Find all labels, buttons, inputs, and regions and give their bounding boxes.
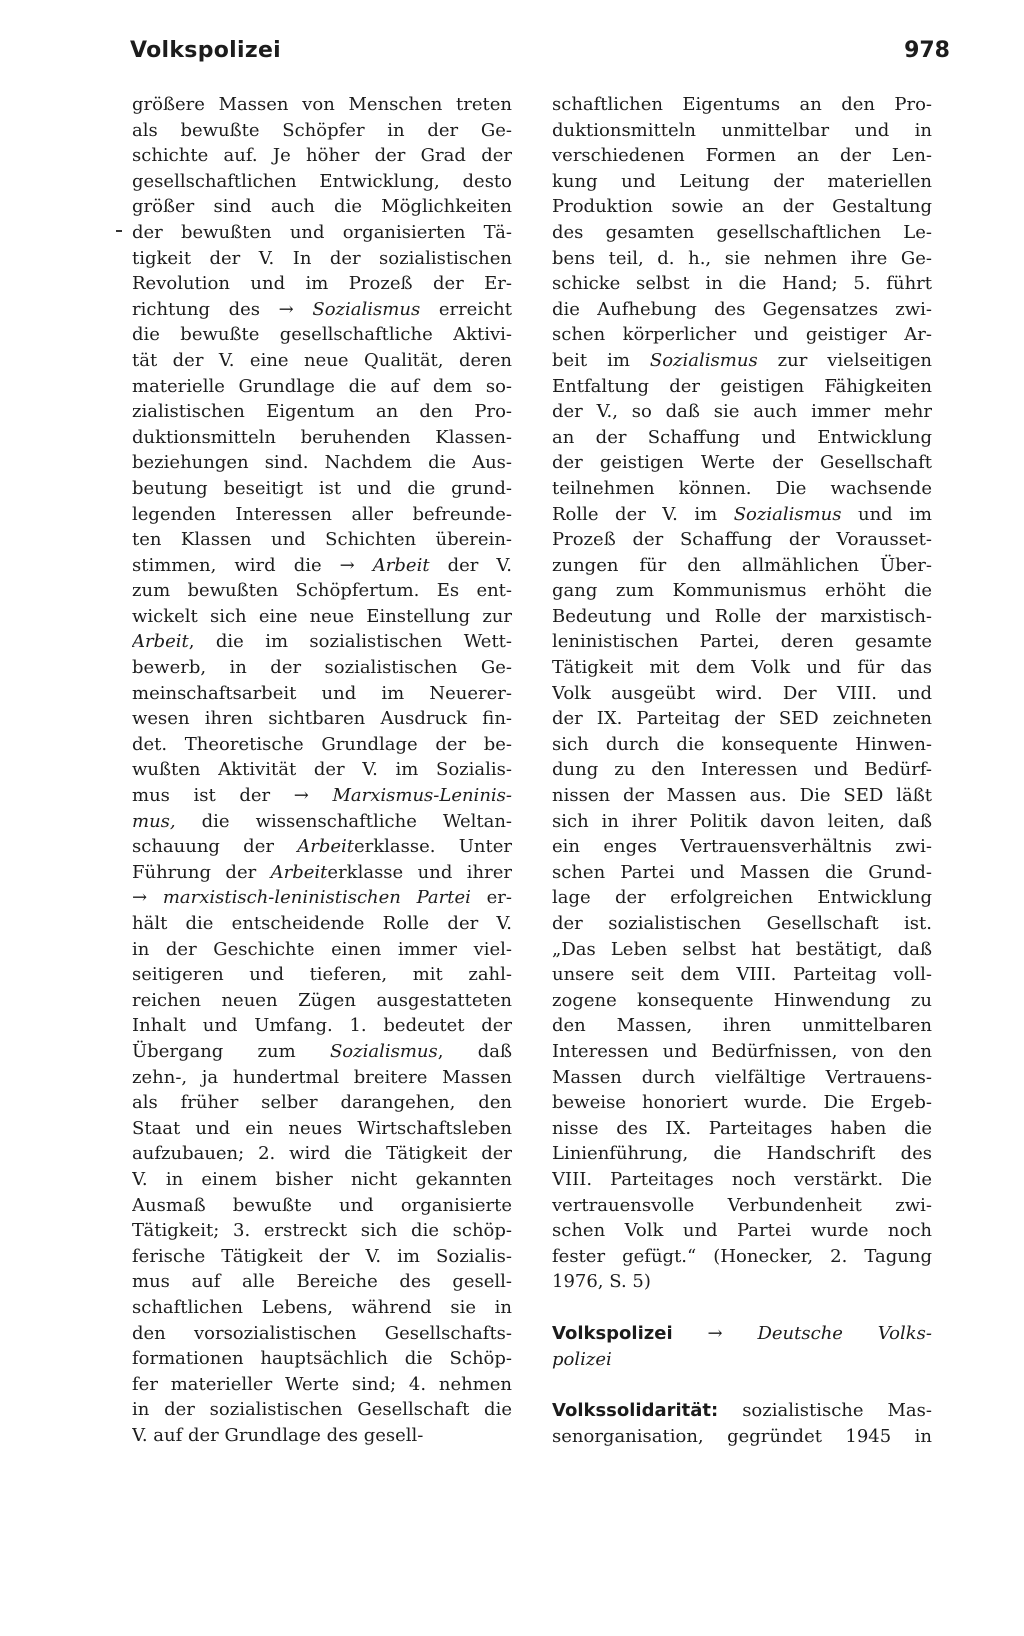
text-line: nisse des IX. Parteitages haben die [552, 1117, 932, 1139]
text-line: Rolle der V. im Sozialismus und im [552, 503, 932, 525]
text-line: lage der erfolgreichen Entwicklung [552, 887, 932, 909]
text-line: Staat und ein neues Wirtschaftsleben [132, 1117, 512, 1139]
text-line: ten Klassen und Schichten überein- [132, 529, 512, 551]
cross-reference-arrow-icon: → [707, 1322, 723, 1344]
text-line: schicke selbst in die Hand; 5. führt [552, 273, 932, 295]
text-line: Bedeutung und Rolle der marxistisch- [552, 605, 932, 627]
text-line: Tätigkeit mit dem Volk und für das [552, 657, 932, 679]
text-line: Führung der Arbeiterklasse und ihrer [132, 861, 512, 883]
entry-line [552, 1398, 932, 1424]
text-line: nissen der Massen aus. Die SED läßt [552, 785, 932, 807]
text-line: kung und Leitung der materiellen [552, 170, 932, 192]
text-line: beweise honoriert wurde. Die Ergeb- [552, 1092, 932, 1114]
text-line: mus ist der → Marxismus-Leninis- [132, 785, 512, 807]
text-line: Arbeit, die im sozialistischen Wett- [132, 631, 512, 653]
cross-reference-link[interactable]: Deutsche Volks- [757, 1322, 932, 1344]
text-line: leninistischen Partei, deren gesamte [552, 631, 932, 653]
entry-line [552, 1321, 932, 1347]
text-line: ein enges Vertrauensverhältnis zwi- [552, 836, 932, 858]
entry-text: sozialistische Mas- [742, 1400, 932, 1422]
text-line: duktionsmitteln beruhenden Klassen- [132, 426, 512, 448]
text-line: wickelt sich eine neue Einstellung zur [132, 605, 512, 627]
text-line: schichte auf. Je höher der Grad der [132, 145, 512, 167]
cross-reference-link[interactable]: marxistisch-leninistischen Partei [162, 887, 471, 909]
page-number: 978 [904, 38, 950, 63]
cross-reference-link[interactable]: Arbeit [372, 554, 430, 576]
text-line: die bewußte gesellschaftliche Aktivi- [132, 324, 512, 346]
text-line: fester gefügt.“ (Honecker, 2. Tagung [552, 1245, 932, 1267]
text-line: zialistischen Eigentum an den Pro- [132, 401, 512, 423]
text-line: Prozeß der Schaffung der Vorausset- [552, 529, 932, 551]
text-line: Übergang zum Sozialismus, daß [132, 1040, 512, 1062]
text-line: zungen für den allmählichen Über- [552, 554, 932, 576]
text-line: der sozialistischen Gesellschaft ist. [552, 913, 932, 934]
right-column-body [552, 92, 932, 1295]
text-line: vertrauensvolle Verbundenheit zwi- [552, 1194, 932, 1216]
entry-volkssolidaritaet [552, 1398, 932, 1449]
right-column [552, 92, 932, 1449]
margin-mark [116, 230, 122, 232]
text-line: die Aufhebung des Gegensatzes zwi- [552, 298, 932, 320]
text-line: ferische Tätigkeit der V. im Sozialis- [132, 1245, 512, 1267]
text-line: beutung beseitigt ist und die grund- [132, 477, 512, 499]
text-line: verschiedenen Formen an der Len- [552, 145, 932, 167]
running-head-word: Volkspolizei [130, 38, 282, 63]
cross-reference-link[interactable]: Sozialismus [312, 298, 421, 320]
running-head [130, 38, 950, 72]
text-line: det. Theoretische Grundlage der be- [132, 733, 512, 755]
text-line: materielle Grundlage die auf dem so- [132, 375, 512, 397]
text-line: meinschaftsarbeit und im Neuerer- [132, 682, 512, 704]
text-line: zum bewußten Schöpfertum. Es ent- [132, 580, 512, 602]
text-line: beit im Sozialismus zur vielseitigen [552, 349, 932, 371]
cross-reference-link[interactable]: Sozialismus [733, 503, 842, 525]
text-line: hält die entscheidende Rolle der V. [132, 913, 512, 934]
text-line: zehn-, ja hundertmal breitere Massen [132, 1066, 512, 1088]
text-line: dung zu den Interessen und Bedürf- [552, 759, 932, 781]
entry-line [552, 1347, 932, 1373]
text-line: größer sind auch die Möglichkeiten [132, 196, 512, 218]
text-line: zogene konsequente Hinwendung zu [552, 989, 932, 1011]
text-line: mus, die wissenschaftliche Weltan- [132, 810, 512, 832]
entry-headword: Volkssolidarität: [552, 1400, 719, 1422]
entry-headword: Volkspolizei [552, 1322, 673, 1344]
text-line: der bewußten und organisierten Tä- [132, 221, 512, 243]
text-line: Linienführung, die Handschrift des [552, 1143, 932, 1165]
text-line: richtung des → Sozialismus erreicht [132, 298, 512, 320]
text-line: sich durch die konsequente Hinwen- [552, 733, 932, 755]
text-line: bens teil, d. h., sie nehmen ihre Ge- [552, 247, 932, 269]
text-line: aufzubauen; 2. wird die Tätigkeit der [132, 1143, 512, 1165]
text-line: gesellschaftlichen Entwicklung, desto [132, 170, 512, 192]
text-line: der geistigen Werte der Gesellschaft [552, 452, 932, 474]
text-line: duktionsmitteln unmittelbar und in [552, 119, 932, 141]
text-line: als bewußte Schöpfer in der Ge- [132, 119, 512, 141]
text-line: bewerb, in der sozialistischen Ge- [132, 657, 512, 679]
text-line: reichen neuen Zügen ausgestatteten [132, 989, 512, 1011]
text-line: → marxistisch-leninistischen Partei er- [132, 887, 512, 909]
text-line: des gesamten gesellschaftlichen Le- [552, 221, 932, 243]
text-line: schaftlichen Eigentums an den Pro- [552, 94, 932, 115]
text-line: schen körperlicher und geistiger Ar- [552, 324, 932, 346]
cross-reference-link[interactable]: Arbeit [132, 631, 189, 653]
text-line: V. in einem bisher nicht gekannten [132, 1168, 512, 1190]
text-line: sich in ihrer Politik davon leiten, daß [552, 810, 932, 832]
text-line: der IX. Parteitag der SED zeichneten [552, 708, 932, 730]
text-line: legenden Interessen aller befreunde- [132, 503, 512, 525]
text-line: schen Volk und Partei wurde noch [552, 1220, 932, 1242]
text-line: unsere seit dem VIII. Parteitag voll- [552, 964, 932, 986]
text-line: mus auf alle Bereiche des gesell- [132, 1271, 512, 1293]
text-line: als früher selber darangehen, den [132, 1092, 512, 1114]
cross-reference-link[interactable]: polizei [552, 1348, 612, 1370]
text-line: Produktion sowie an der Gestaltung [552, 196, 932, 218]
text-line: an der Schaffung und Entwicklung [552, 426, 932, 448]
text-line: fer materieller Werte sind; 4. nehmen [132, 1373, 512, 1395]
text-line: formationen hauptsächlich die Schöp- [132, 1348, 512, 1370]
cross-reference-link[interactable]: Sozialismus [649, 349, 758, 371]
cross-reference-link[interactable]: Sozialismus [329, 1040, 438, 1062]
cross-reference-link[interactable]: Arbeit [297, 836, 354, 858]
left-column [132, 92, 512, 1448]
text-line: Interessen und Bedürfnissen, von den [552, 1040, 932, 1062]
cross-reference-link[interactable]: Marxismus-Leninis- [332, 785, 512, 807]
text-line: teilnehmen können. Die wachsende [552, 477, 932, 499]
text-line: der V., so daß sie auch immer mehr [552, 401, 932, 423]
text-line: 1976, S. 5) [552, 1271, 651, 1293]
text-line: größere Massen von Menschen treten [132, 94, 512, 115]
entry-volkspolizei [552, 1321, 932, 1372]
text-line: VIII. Parteitages noch verstärkt. Die [552, 1168, 932, 1190]
text-line: Ausmaß bewußte und organisierte [132, 1194, 512, 1216]
text-line: wesen ihren sichtbaren Ausdruck fin- [132, 708, 512, 730]
text-line: schaftlichen Lebens, während sie in [132, 1296, 512, 1318]
text-line: Revolution und im Prozeß der Er- [132, 273, 512, 295]
text-line: in der sozialistischen Gesellschaft die [132, 1399, 512, 1421]
cross-reference-link[interactable]: mus, [132, 810, 176, 832]
text-line: schen Partei und Massen die Grund- [552, 861, 932, 883]
text-line: tigkeit der V. In der sozialistischen [132, 247, 512, 269]
text-line: den Massen, ihren unmittelbaren [552, 1015, 932, 1037]
text-line: Volk ausgeübt wird. Der VIII. und [552, 682, 932, 704]
text-line: schauung der Arbeiterklasse. Unter [132, 836, 512, 858]
text-line: den vorsozialistischen Gesellschafts- [132, 1322, 512, 1344]
text-line: gang zum Kommunismus erhöht die [552, 580, 932, 602]
text-line: tät der V. eine neue Qualität, deren [132, 349, 512, 371]
text-line: V. auf der Grundlage des gesell- [132, 1424, 424, 1446]
text-line: seitigeren und tieferen, mit zahl- [132, 964, 512, 986]
text-line: wußten Aktivität der V. im Sozialis- [132, 759, 512, 781]
text-line: Tätigkeit; 3. erstreckt sich die schöp- [132, 1220, 512, 1242]
text-line: Entfaltung der geistigen Fähigkeiten [552, 375, 932, 397]
cross-reference-link[interactable]: Arbeit [270, 861, 328, 883]
entry-line: senorganisation, gegründet 1945 in [552, 1425, 932, 1447]
text-line: stimmen, wird die → Arbeit der V. [132, 554, 512, 576]
text-line: Inhalt und Umfang. 1. bedeutet der [132, 1015, 512, 1037]
text-line: beziehungen sind. Nachdem die Aus- [132, 452, 512, 474]
text-line: „Das Leben selbst hat bestätigt, daß [552, 938, 932, 960]
text-line: Massen durch vielfältige Vertrauens- [552, 1066, 932, 1088]
text-line: in der Geschichte einen immer viel- [132, 938, 512, 960]
